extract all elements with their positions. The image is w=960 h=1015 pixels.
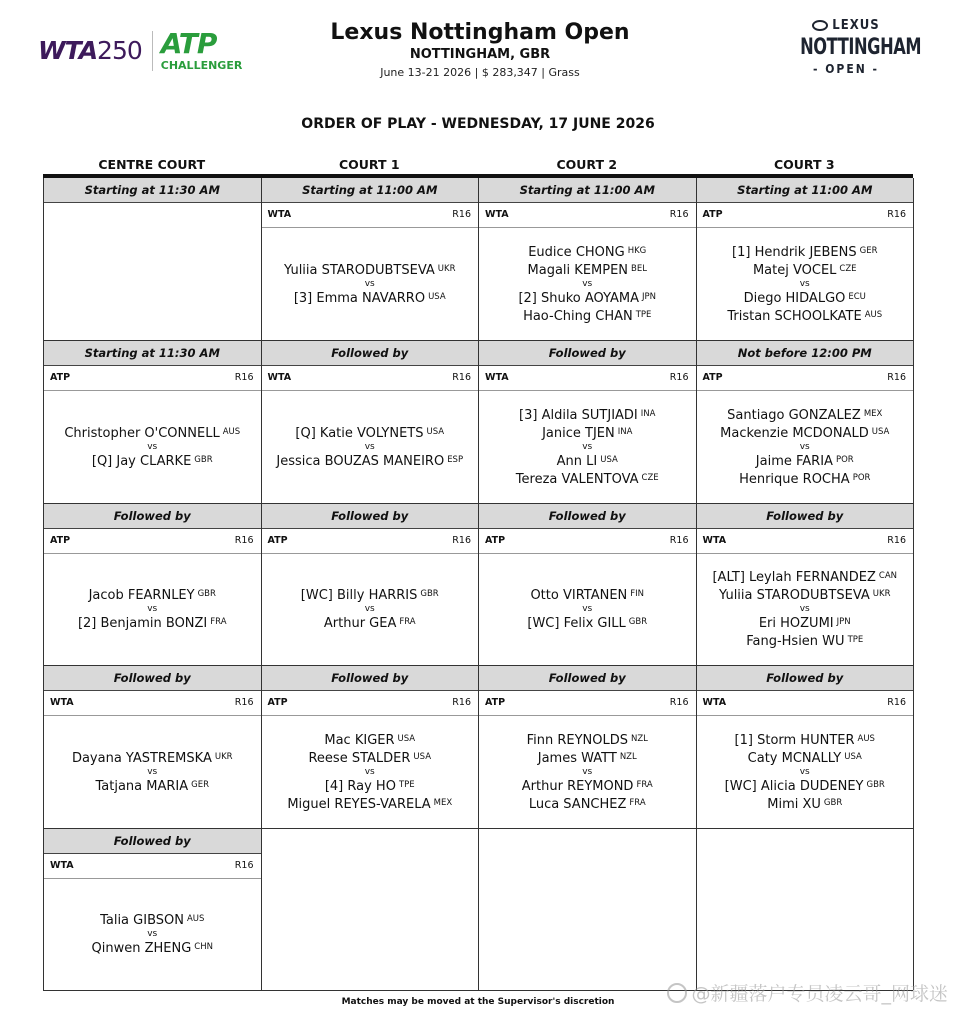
match-players — [44, 554, 261, 665]
match-tagline — [697, 691, 914, 716]
match-cell — [44, 340, 262, 502]
player-nationality: MEX — [433, 797, 453, 808]
match-players — [44, 716, 261, 827]
player: Matej VOCEL $^{CZE}$ — [752, 263, 857, 279]
match-tagline — [44, 691, 261, 716]
player: Ann LI $^{USA}$ — [556, 454, 618, 470]
player: Henrique ROCHA $^{POR}$ — [739, 472, 871, 488]
player-nationality: GBR — [194, 455, 213, 466]
match-players — [479, 716, 696, 827]
player-nationality: USA — [844, 751, 862, 762]
player-nationality: USA — [413, 751, 432, 762]
player: Jessica BOUZAS MANEIRO $^{ESP}$ — [276, 454, 464, 470]
player: Mimi XU $^{GBR}$ — [767, 796, 843, 812]
court-header: CENTRE COURT — [98, 157, 206, 172]
tour-label: ATP — [50, 534, 71, 546]
start-time: Followed by — [697, 504, 914, 529]
start-time: Starting at 11:30 AM — [44, 341, 261, 366]
player-nationality: USA — [426, 427, 445, 438]
player: Tereza VALENTOVA $^{CZE}$ — [515, 472, 659, 488]
match-cell — [479, 828, 697, 990]
round-label: R16 — [887, 697, 906, 709]
player-nationality: FIN — [630, 589, 645, 600]
round-label: R16 — [452, 697, 471, 709]
tournament-info: June 13-21 2026 | $ 283,347 | Grass — [380, 66, 580, 79]
match-cell — [44, 828, 262, 990]
header — [0, 0, 960, 110]
match-cell — [44, 665, 262, 827]
round-label: R16 — [669, 209, 689, 220]
match-cell — [479, 503, 697, 665]
match-tagline — [697, 203, 914, 228]
tour-label: ATP — [50, 372, 71, 384]
player-nationality: INA — [640, 409, 656, 420]
player-nationality: POR — [835, 455, 854, 466]
match-players — [262, 554, 479, 665]
player-nationality: CZE — [641, 473, 659, 484]
player: Eri HOZUMI $^{JPN}$ — [758, 616, 851, 632]
player: [Q] Jay CLARKE $^{GBR}$ — [91, 454, 213, 470]
player-nationality: TPE — [635, 310, 652, 321]
player-nationality: USA — [428, 292, 446, 303]
match-tagline — [479, 366, 696, 391]
match-cell — [262, 665, 480, 827]
start-time: Followed by — [44, 666, 261, 691]
player-nationality: POR — [852, 473, 871, 484]
start-time: Starting at 11:30 AM — [44, 178, 261, 203]
vs-label: vs — [364, 766, 375, 777]
vs-label: vs — [582, 604, 593, 615]
start-time: Followed by — [479, 341, 696, 366]
player: Mackenzie MCDONALD $^{USA}$ — [720, 426, 890, 442]
match-tagline — [44, 529, 261, 554]
vs-label: vs — [364, 604, 375, 615]
player: Yuliia STARODUBTSEVA $^{UKR}$ — [284, 263, 456, 279]
player-nationality: GBR — [628, 617, 648, 628]
match-cell — [697, 665, 915, 827]
player-nationality: FRA — [210, 617, 227, 628]
match-players — [697, 228, 914, 340]
player: [2] Benjamin BONZI $^{FRA}$ — [77, 616, 227, 632]
start-time: Followed by — [697, 666, 914, 691]
player-nationality: NZL — [619, 751, 637, 762]
player: [WC] Alicia DUDENEY $^{GBR}$ — [724, 778, 885, 794]
player-nationality: FRA — [399, 617, 416, 628]
match-players — [697, 554, 914, 665]
player-nationality: HKG — [627, 246, 647, 257]
lexus-emblem-icon — [812, 20, 828, 31]
player: Otto VIRTANEN $^{FIN}$ — [530, 588, 645, 604]
vs-label: vs — [147, 604, 158, 615]
wta-250-logo: WTA250 — [38, 36, 142, 65]
vs-label: vs — [364, 442, 375, 453]
player: Arthur REYMOND $^{FRA}$ — [521, 778, 653, 794]
tour-label: WTA — [702, 697, 727, 709]
match-tagline — [697, 366, 914, 391]
start-time: Followed by — [262, 341, 479, 366]
round-label: R16 — [234, 534, 254, 546]
tour-label: WTA — [50, 859, 74, 871]
player-nationality: ECU — [848, 292, 866, 303]
player-nationality: GER — [191, 779, 209, 790]
player: Qinwen ZHENG $^{CHN}$ — [91, 941, 213, 957]
round-label: R16 — [669, 372, 689, 384]
vs-label: vs — [147, 766, 158, 777]
player-nationality: AUS — [864, 310, 883, 321]
match-tagline — [262, 691, 479, 716]
player-nationality: GBR — [420, 589, 439, 600]
tour-label: ATP — [267, 534, 288, 546]
player-nationality: GER — [859, 246, 878, 257]
start-time: Starting at 11:00 AM — [697, 178, 914, 203]
round-label: R16 — [234, 859, 254, 871]
player: [4] Ray HO $^{TPE}$ — [324, 778, 415, 794]
player: Yuliia STARODUBTSEVA $^{UKR}$ — [719, 588, 891, 604]
player-nationality: USA — [397, 733, 416, 744]
round-label: R16 — [887, 534, 906, 546]
schedule-grid — [43, 178, 913, 991]
vs-label: vs — [799, 604, 810, 615]
player: Luca SANCHEZ $^{FRA}$ — [528, 796, 646, 812]
player-nationality: MEX — [863, 409, 883, 420]
player: Tatjana MARIA $^{GER}$ — [95, 778, 209, 794]
player: [ALT] Leylah FERNANDEZ $^{CAN}$ — [712, 570, 898, 586]
start-time: Followed by — [44, 829, 261, 854]
atp-challenger-logo: ATP CHALLENGER — [160, 27, 243, 72]
tour-label: WTA — [485, 209, 509, 220]
player-nationality: FRA — [636, 779, 653, 790]
vs-label: vs — [799, 442, 810, 453]
round-label: R16 — [234, 372, 254, 384]
player: Jacob FEARNLEY $^{GBR}$ — [88, 588, 216, 604]
watermark: @新疆落户专员凌云哥_网球迷 — [667, 979, 948, 1006]
match-players — [262, 716, 479, 827]
weibo-icon — [667, 983, 687, 1003]
player-nationality: AUS — [857, 733, 875, 744]
match-players — [697, 391, 914, 502]
vs-label: vs — [799, 279, 810, 290]
start-time: Followed by — [479, 504, 696, 529]
player: [2] Shuko AOYAMA $^{JPN}$ — [518, 291, 657, 307]
round-label: R16 — [887, 209, 906, 220]
round-label: R16 — [234, 697, 254, 709]
tour-label: ATP — [702, 372, 723, 384]
tour-label: WTA — [702, 534, 727, 546]
match-tagline — [44, 854, 261, 879]
round-label: R16 — [452, 209, 471, 220]
match-players — [479, 391, 696, 502]
player-nationality: GBR — [866, 779, 885, 790]
match-cell — [262, 340, 480, 502]
vs-label: vs — [582, 766, 593, 777]
player-nationality: JPN — [836, 617, 851, 628]
start-time: Starting at 11:00 AM — [262, 178, 479, 203]
player-nationality: ESP — [447, 455, 464, 466]
player-nationality: USA — [871, 427, 890, 438]
start-time: Not before 12:00 PM — [697, 341, 914, 366]
match-cell — [697, 340, 915, 502]
player: Santiago GONZALEZ $^{MEX}$ — [727, 408, 883, 424]
vs-label: vs — [582, 279, 593, 290]
match-players — [262, 391, 479, 502]
player: Jaime FARIA $^{POR}$ — [755, 454, 854, 470]
match-players — [479, 554, 696, 665]
match-tagline — [262, 203, 479, 228]
player: Miguel REYES-VARELA $^{MEX}$ — [287, 796, 453, 812]
nottingham-open-logo: LEXUS NOTTINGHAM - OPEN - — [790, 18, 902, 76]
tour-label: ATP — [485, 697, 506, 709]
tour-label: WTA — [50, 697, 74, 709]
player: Fang-Hsien WU $^{TPE}$ — [746, 634, 864, 650]
vs-label: vs — [582, 442, 593, 453]
match-tagline — [479, 691, 696, 716]
tour-label: WTA — [485, 372, 509, 384]
start-time: Followed by — [44, 504, 261, 529]
tour-label: WTA — [267, 209, 292, 220]
tour-label: ATP — [485, 534, 506, 546]
player: James WATT $^{NZL}$ — [537, 750, 637, 766]
vs-label: vs — [799, 766, 810, 777]
player: Tristan SCHOOLKATE $^{AUS}$ — [727, 309, 883, 325]
round-label: R16 — [452, 372, 471, 384]
match-players — [262, 228, 479, 340]
match-players — [44, 879, 261, 990]
player: [1] Hendrik JEBENS $^{GER}$ — [732, 245, 878, 261]
tour-label: WTA — [267, 372, 292, 384]
court-header: COURT 2 — [556, 157, 618, 172]
player: Eudice CHONG $^{HKG}$ — [528, 245, 647, 261]
match-cell — [262, 503, 480, 665]
player-nationality: UKR — [437, 264, 456, 275]
court-header: COURT 3 — [773, 157, 835, 172]
player-nationality: UKR — [872, 589, 891, 600]
match-tagline — [262, 529, 479, 554]
match-tagline — [479, 529, 696, 554]
match-players — [44, 391, 261, 502]
player: [3] Aldila SUTJIADI $^{INA}$ — [519, 408, 656, 424]
player-nationality: AUS — [222, 427, 241, 438]
player-nationality: TPE — [847, 635, 864, 646]
player: Talia GIBSON $^{AUS}$ — [100, 913, 205, 929]
player-nationality: CZE — [839, 264, 857, 275]
match-tagline — [262, 366, 479, 391]
match-cell — [44, 178, 262, 340]
player: Christopher O'CONNELL $^{AUS}$ — [64, 426, 241, 442]
match-cell — [479, 340, 697, 502]
player: Magali KEMPEN $^{BEL}$ — [527, 263, 647, 279]
player-nationality: UKR — [214, 751, 233, 762]
player: Diego HIDALGO $^{ECU}$ — [743, 291, 866, 307]
match-cell — [262, 178, 480, 340]
match-tagline — [44, 366, 261, 391]
match-tagline — [479, 203, 696, 228]
tournament-location: NOTTINGHAM, GBR — [409, 47, 551, 62]
match-cell — [697, 178, 915, 340]
player-nationality: NZL — [630, 733, 648, 744]
round-label: R16 — [669, 534, 689, 546]
player-nationality: TPE — [398, 779, 415, 790]
tournament-title: Lexus Nottingham Open — [330, 20, 630, 45]
start-time: Starting at 11:00 AM — [479, 178, 696, 203]
footer-note: Matches may be moved at the Supervisor's discretion — [341, 997, 615, 1007]
player: Arthur GEA $^{FRA}$ — [323, 616, 416, 632]
player: [WC] Billy HARRIS $^{GBR}$ — [300, 588, 439, 604]
player: Finn REYNOLDS $^{NZL}$ — [526, 732, 648, 748]
tour-label: ATP — [267, 697, 288, 709]
player-nationality: GBR — [823, 797, 843, 808]
match-cell — [697, 828, 915, 990]
round-label: R16 — [452, 534, 471, 546]
match-cell — [262, 828, 480, 990]
player-nationality: BEL — [631, 264, 647, 275]
player-nationality: USA — [600, 455, 618, 466]
player-nationality: FRA — [629, 797, 646, 808]
player-nationality: CHN — [194, 942, 213, 953]
player-nationality: CAN — [878, 571, 898, 582]
player: Dayana YASTREMSKA $^{UKR}$ — [71, 750, 233, 766]
lexus-logo: LEXUS — [790, 18, 902, 33]
round-label: R16 — [887, 372, 906, 384]
tour-label: ATP — [702, 209, 723, 220]
player: [3] Emma NAVARRO $^{USA}$ — [293, 291, 446, 307]
player: [Q] Katie VOLYNETS $^{USA}$ — [295, 426, 445, 442]
court-header: COURT 1 — [338, 157, 400, 172]
player: Caty MCNALLY $^{USA}$ — [747, 750, 862, 766]
match-cell — [44, 503, 262, 665]
player: [WC] Felix GILL $^{GBR}$ — [527, 616, 648, 632]
match-cell — [479, 178, 697, 340]
match-cell — [697, 503, 915, 665]
match-cell — [479, 665, 697, 827]
match-tagline — [697, 529, 914, 554]
player-nationality: GBR — [197, 589, 216, 600]
round-label: R16 — [669, 697, 689, 709]
vs-label: vs — [147, 929, 158, 940]
start-time: Followed by — [262, 666, 479, 691]
vs-label: vs — [364, 279, 375, 290]
player-nationality: INA — [617, 427, 633, 438]
player: Janice TJEN $^{INA}$ — [542, 426, 633, 442]
match-players — [697, 716, 914, 827]
court-headers — [43, 157, 913, 172]
vs-label: vs — [147, 442, 158, 453]
player: Mac KIGER $^{USA}$ — [324, 732, 416, 748]
start-time: Followed by — [262, 504, 479, 529]
player: Hao-Ching CHAN $^{TPE}$ — [523, 309, 652, 325]
player-nationality: JPN — [642, 292, 657, 303]
order-of-play-title: ORDER OF PLAY - WEDNESDAY, 17 JUNE 2026 — [301, 116, 655, 132]
player-nationality: AUS — [186, 914, 205, 925]
match-players — [479, 228, 696, 340]
player: Reese STALDER $^{USA}$ — [308, 750, 432, 766]
player: [1] Storm HUNTER $^{AUS}$ — [734, 732, 875, 748]
start-time: Followed by — [479, 666, 696, 691]
